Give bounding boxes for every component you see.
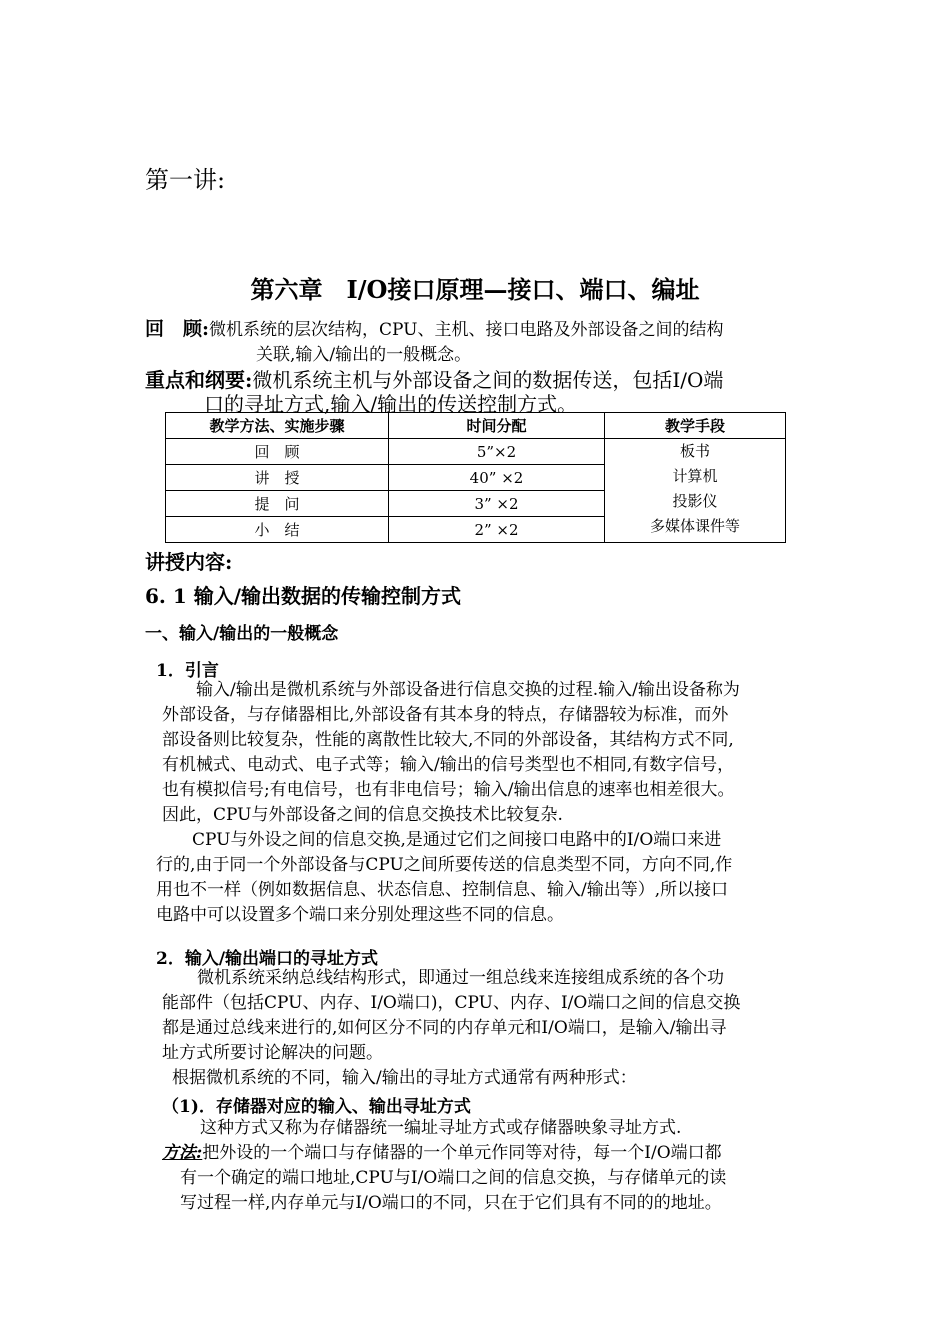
step-cell: 回 顾 (166, 439, 389, 465)
method-text-3: 写过程一样,内存单元与I/O端口的不同，只在于它们具有不同的的地址。 (180, 1193, 722, 1213)
key-points-text-2: 口的寻址方式,输入/输出的传送控制方式。 (204, 392, 578, 416)
content-heading: 讲授内容: (145, 550, 233, 574)
intro-para1-line: 部设备则比较复杂，性能的离散性比较大,不同的外部设备，其结构方式不同, (162, 730, 734, 750)
addressing-para1-line: 都是通过总线来进行的,如何区分不同的内存单元和I/O端口，是输入/输出寻 (162, 1018, 727, 1038)
step-cell: 小 结 (166, 517, 389, 543)
means-item: 多媒体课件等 (649, 517, 740, 535)
key-points-text-1: 微机系统主机与外部设备之间的数据传送，包括I/O端 (252, 368, 724, 392)
intro-para1-line: 因此，CPU与外部设备之间的信息交换技术比较复杂. (162, 805, 563, 825)
intro-para1-line: 外部设备，与存储器相比,外部设备有其本身的特点，存储器较为标准，而外 (162, 705, 729, 725)
review-line-1 (145, 314, 724, 341)
addressing-para1-line: 址方式所要讨论解决的问题。 (162, 1043, 383, 1063)
review-text-1: 微机系统的层次结构，CPU、主机、接口电路及外部设备之间的结构 (209, 320, 724, 340)
time-cell: 40” ×2 (389, 465, 605, 491)
intro-heading: 1．引言 (156, 661, 219, 681)
method-line-1 (162, 1141, 722, 1166)
addressing-para2: 根据微机系统的不同，输入/输出的寻址方式通常有两种形式： (172, 1068, 637, 1088)
memory-mapped-heading: （1)．存储器对应的输入、输出寻址方式 (162, 1097, 471, 1117)
section-heading-6-1: 6. 1 输入/输出数据的传输控制方式 (145, 584, 462, 608)
review-label: 回 顾: (145, 318, 210, 340)
intro-para2-line: 行的,由于同一个外部设备与CPU之间所要传送的信息类型不同，方向不同,作 (156, 855, 733, 875)
header-time: 时间分配 (389, 413, 605, 439)
intro-para2-line: CPU与外设之间的信息交换,是通过它们之间接口电路中的I/O端口来进 (192, 830, 722, 850)
step-cell: 讲 授 (166, 465, 389, 491)
means-cell (605, 439, 786, 543)
addressing-para1-line: 能部件（包括CPU、内存、I/O端口)，CPU、内存、I/O端口之间的信息交换 (162, 993, 741, 1013)
header-method: 教学方法、实施步骤 (166, 413, 389, 439)
subsection-heading-1: 一、输入/输出的一般概念 (145, 624, 339, 644)
means-item: 计算机 (672, 467, 718, 485)
means-item: 板书 (679, 442, 710, 460)
teaching-plan-table (165, 412, 786, 543)
time-cell: 5”×2 (389, 439, 605, 465)
intro-para1-line: 也有模拟信号;有电信号，也有非电信号；输入/输出信息的速率也相差很大。 (162, 780, 735, 800)
intro-para2-line: 用也不一样（例如数据信息、状态信息、控制信息、输入/输出等）,所以接口 (156, 880, 729, 900)
intro-para2-line: 电路中可以设置多个端口来分别处理这些不同的信息。 (156, 905, 564, 925)
time-cell: 2” ×2 (389, 517, 605, 543)
intro-para1-line: 输入/输出是微机系统与外部设备进行信息交换的过程.输入/输出设备称为 (196, 680, 740, 700)
lecture-title: 第一讲: (145, 166, 226, 194)
addressing-heading: 2．输入/输出端口的寻址方式 (156, 949, 379, 969)
time-cell: 3” ×2 (389, 491, 605, 517)
review-text-2: 关联,输入/输出的一般概念。 (256, 345, 472, 365)
method-text-2: 有一个确定的端口地址,CPU与I/O端口之间的信息交换，与存储单元的读 (180, 1168, 727, 1188)
addressing-para1-line: 微机系统采纳总线结构形式，即通过一组总线来连接组成系统的各个功 (197, 968, 724, 988)
method-label: 方法: (162, 1143, 203, 1163)
key-points-label: 重点和纲要: (145, 368, 253, 392)
table-row (166, 439, 786, 465)
intro-para1-line: 有机械式、电动式、电子式等；输入/输出的信号类型也不相同,有数字信号， (162, 755, 735, 775)
table-header-row (166, 413, 786, 439)
memory-mapped-line: 这种方式又称为存储器统一编址寻址方式或存储器映象寻址方式. (200, 1118, 682, 1138)
method-text-1: 把外设的一个端口与存储器的一个单元作同等对待，每一个I/O端口都 (202, 1143, 722, 1163)
step-cell: 提 问 (166, 491, 389, 517)
means-item: 投影仪 (672, 492, 718, 510)
chapter-title: 第六章 I/O接口原理—接口、端口、编址 (250, 275, 700, 304)
header-means: 教学手段 (605, 413, 786, 439)
